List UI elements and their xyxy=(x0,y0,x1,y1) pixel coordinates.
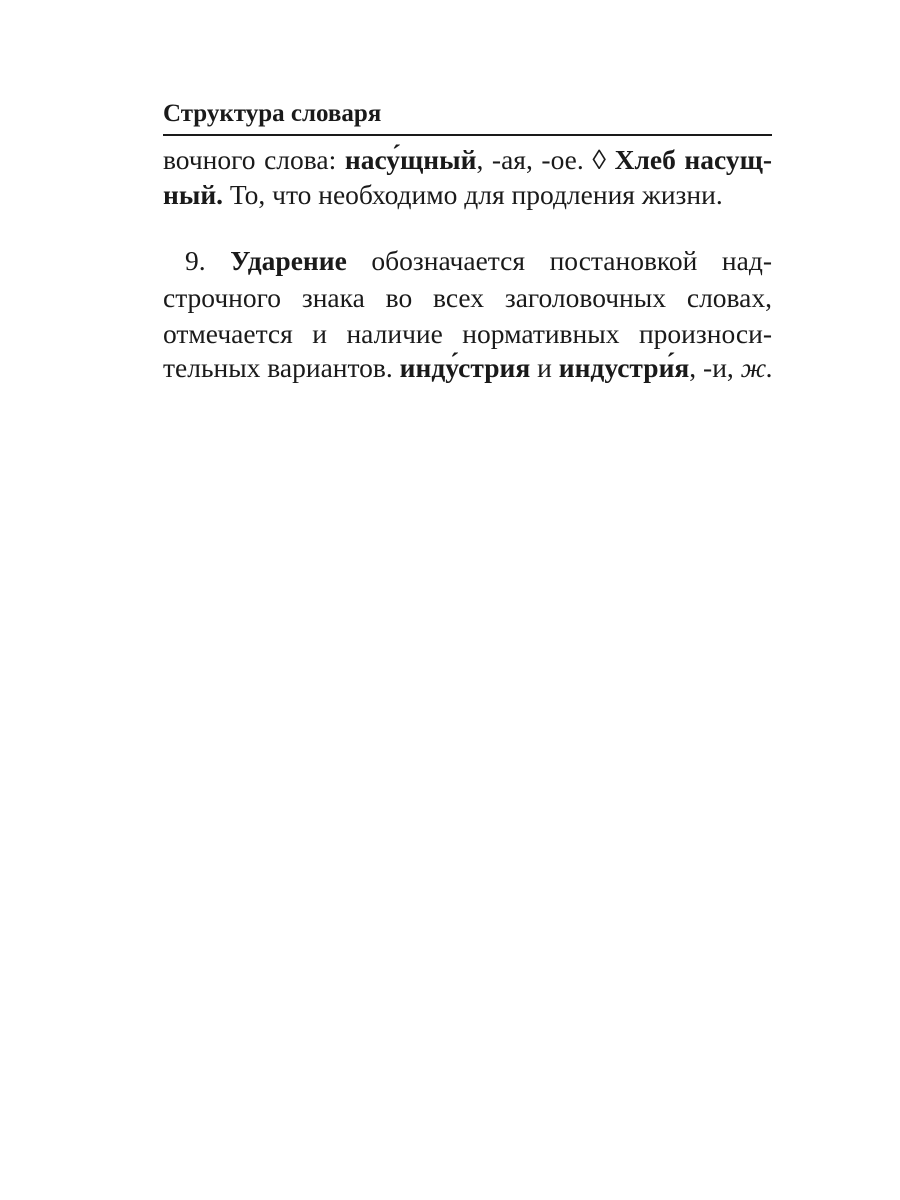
running-header xyxy=(163,98,772,136)
text-span: обозначается постановкой над- xyxy=(346,245,773,276)
text-span: , -ая, -ое. ◊ xyxy=(476,144,615,175)
text-span: , -и, xyxy=(689,352,741,383)
text-line xyxy=(163,350,772,386)
text-line xyxy=(163,142,772,178)
grammar-mark: ж. xyxy=(740,352,774,383)
text-span: вочного слова: xyxy=(163,144,345,175)
text-line xyxy=(163,243,772,279)
idiom: Хлеб насущ- xyxy=(614,144,772,175)
text-span: тельных вариантов. xyxy=(163,352,400,383)
headword: инду́стрия xyxy=(399,352,531,383)
text-span: и xyxy=(530,352,559,383)
idiom: ный. xyxy=(163,179,224,210)
text-line: отмечается и наличие нормативных произноси- xyxy=(163,318,772,349)
section-term: Ударение xyxy=(230,245,347,276)
text-line: строчного знака во всех заголовочных словах, xyxy=(163,282,772,313)
text-line xyxy=(163,177,772,213)
item-number: 9. xyxy=(185,245,231,276)
headword: насу́щный xyxy=(344,144,477,175)
definition: То, что необходимо для продления жизни. xyxy=(223,179,723,210)
header-title: Структура словаря xyxy=(163,100,382,127)
headword: индустри́я xyxy=(558,352,690,383)
